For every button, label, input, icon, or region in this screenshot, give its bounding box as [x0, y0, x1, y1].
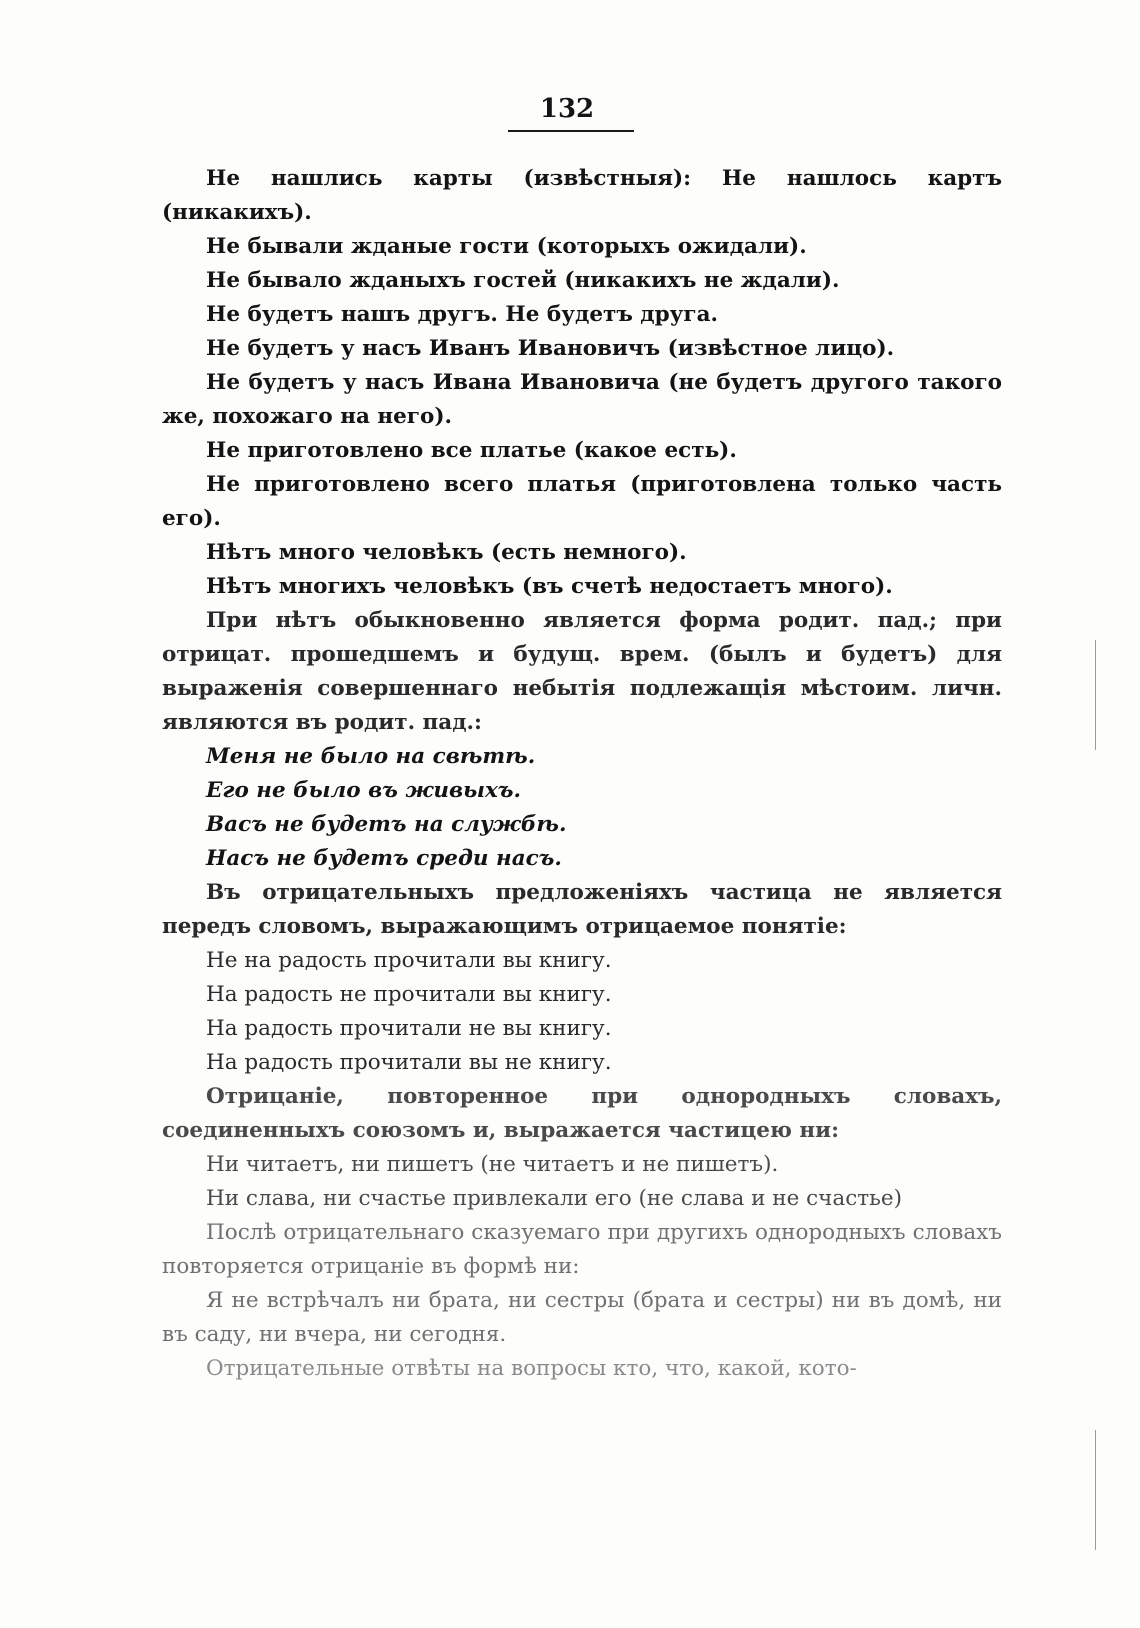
example-line: Меня не было на свѣтѣ.: [206, 744, 536, 769]
example-line: Не на радость прочитали вы книгу.: [206, 948, 612, 973]
example-line: Ни читаетъ, ни пишетъ (не читаетъ и не пишетъ).: [206, 1152, 779, 1177]
page-number: 132: [539, 94, 595, 124]
text-paragraph: При нѣтъ обыкновенно является форма родит. пад.; при отрицат. прошедшемъ и будущ. врем. (былъ и будетъ) для выраженія совершеннаго небытія подлежащія мѣстоим. личн. являются въ родит. пад.:: [162, 608, 1002, 735]
text-line: Не бывало жданыхъ гостей (никакихъ не ждали).: [206, 268, 840, 293]
text-line: Нѣтъ многихъ человѣкъ (въ счетѣ недостаетъ много).: [206, 574, 893, 599]
text-line: Не нашлись карты (извѣстныя): Не нашлось картъ (никакихъ).: [162, 166, 1002, 225]
text-paragraph: Ни слава, ни счастье привлекали его (не слава и не счастье): [206, 1186, 902, 1211]
text-paragraph: Я не встрѣчалъ ни брата, ни сестры (брата и сестры) ни въ домѣ, ни въ саду, ни вчера, ни сегодня.: [162, 1288, 1002, 1347]
text-line: Не приготовлено все платье (какое есть).: [206, 438, 737, 463]
example-line: На радость не прочитали вы книгу.: [206, 982, 612, 1007]
text-paragraph: Отрицательные отвѣты на вопросы кто, что, какой, кото-: [206, 1356, 857, 1381]
example-line: На радость прочитали вы не книгу.: [206, 1050, 612, 1075]
text-paragraph: Въ отрицательныхъ предложеніяхъ частица не является передъ словомъ, выражающимъ отрицаемое понятіе:: [162, 880, 1002, 939]
text-line: Не бывали жданые гости (которыхъ ожидали).: [206, 234, 807, 259]
scan-edge-mark: [1095, 640, 1096, 750]
text-line: Не будетъ у насъ Ивана Ивановича (не будетъ другого такого же, похожаго на него).: [162, 370, 1002, 429]
page-body: [162, 162, 1002, 1386]
scan-edge-mark: [1095, 1430, 1096, 1550]
example-line: Его не было въ живыхъ.: [206, 778, 521, 803]
text-paragraph: Отрицаніе, повторенное при однородныхъ словахъ, соединенныхъ союзомъ и, выражается частицею ни:: [162, 1084, 1002, 1143]
text-line: Не будетъ у насъ Иванъ Ивановичъ (извѣстное лицо).: [206, 336, 895, 361]
example-line: Насъ не будетъ среди насъ.: [206, 846, 562, 871]
text-line: Не будетъ нашъ другъ. Не будетъ друга.: [206, 302, 719, 327]
text-line: Не приготовлено всего платья (приготовлена только часть его).: [162, 472, 1002, 531]
text-paragraph: Послѣ отрицательнаго сказуемаго при другихъ однородныхъ словахъ повторяется отрицаніе въ формѣ ни:: [162, 1220, 1002, 1279]
example-line: Васъ не будетъ на службѣ.: [206, 812, 567, 837]
text-line: Нѣтъ много человѣкъ (есть немного).: [206, 540, 687, 565]
example-line: На радость прочитали не вы книгу.: [206, 1016, 612, 1041]
page-number-underline: [508, 130, 634, 132]
